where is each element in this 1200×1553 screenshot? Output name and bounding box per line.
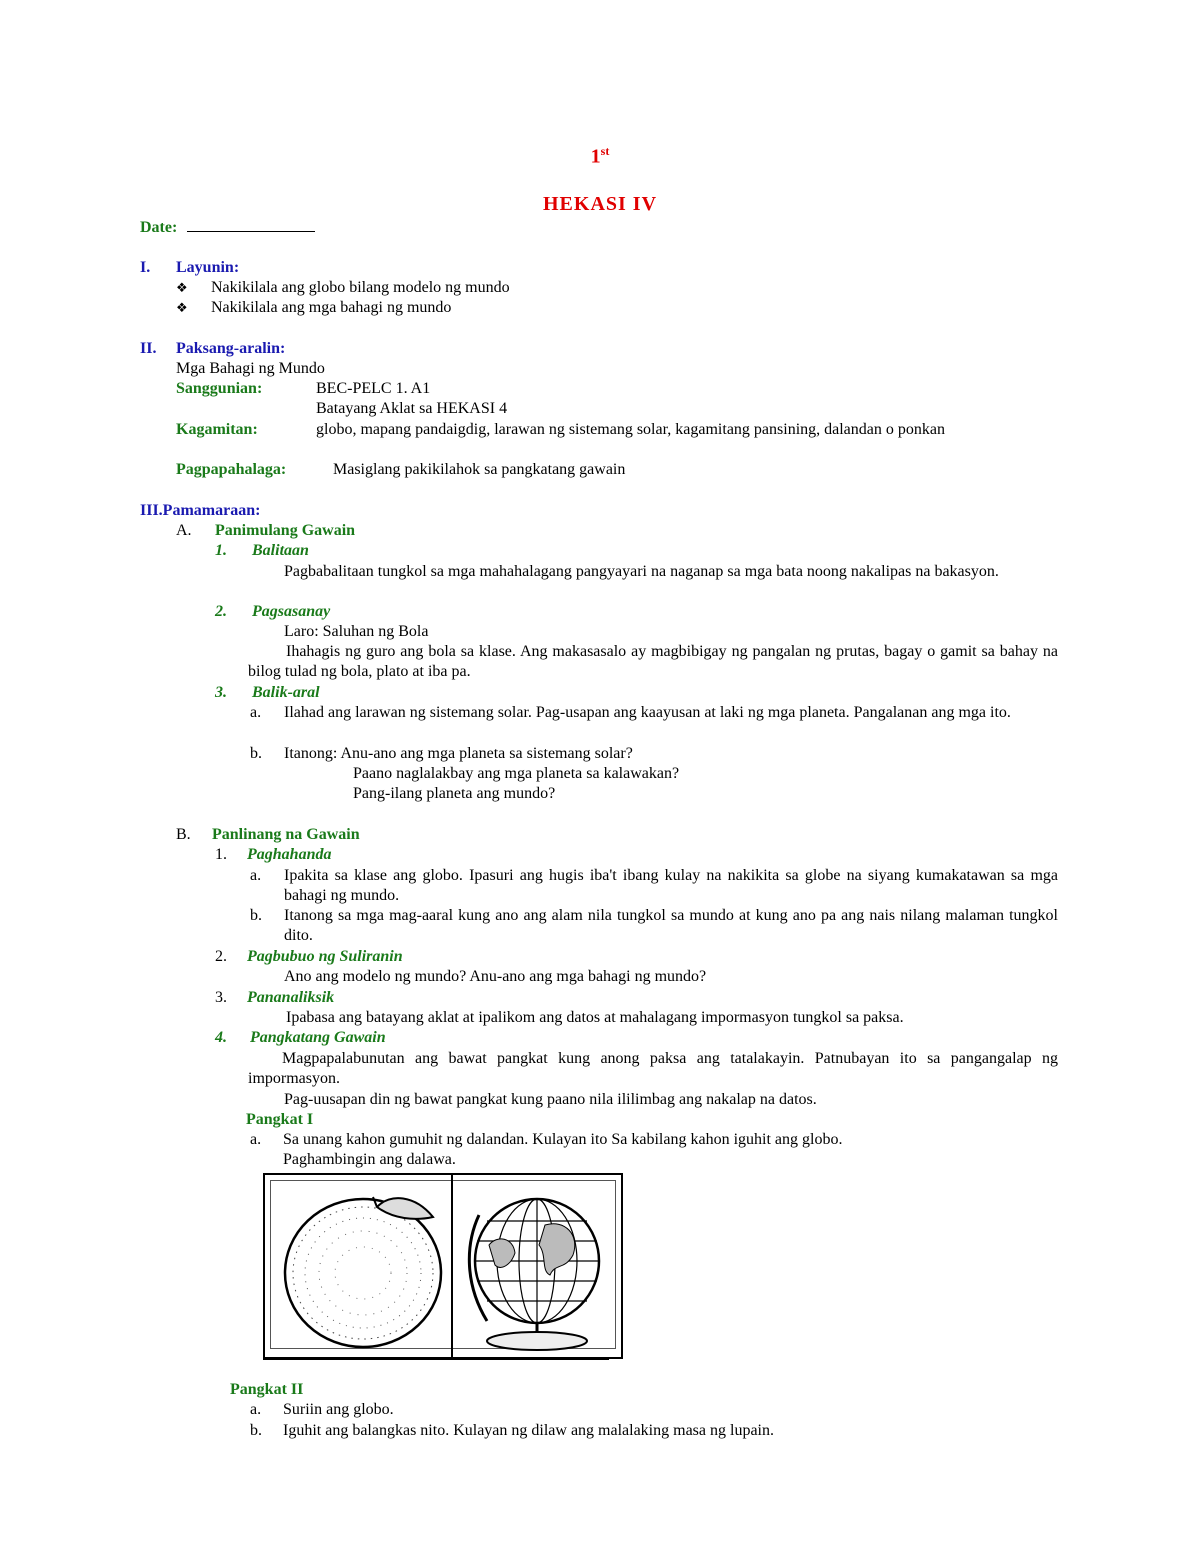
pangkat-1-a: Sa unang kahon gumuhit ng dalandan. Kulayan ito Sa kabilang kahon iguhit ang globo. <box>283 1131 843 1148</box>
diamond-bullet-icon: ❖ <box>176 300 188 315</box>
item-number: 2. <box>215 603 227 620</box>
part-a-title: Panimulang Gawain <box>215 522 356 539</box>
sanggunian-label: Sanggunian: <box>176 380 263 397</box>
balik-aral-question: Pang-ilang planeta ang mundo? <box>353 785 556 802</box>
item-title-pangkatang-gawain: Pangkatang Gawain <box>250 1029 386 1046</box>
pangkat-2-b: Iguhit ang balangkas nito. Kulayan ng dilaw ang malalaking masa ng lupain. <box>283 1422 774 1439</box>
figure-underline <box>263 1357 609 1360</box>
list-letter: b. <box>250 907 262 924</box>
sanggunian-value-2: Batayang Aklat sa HEKASI 4 <box>316 400 508 417</box>
pagpapahalaga-label: Pagpapahalaga: <box>176 461 287 478</box>
item-title-balik-aral: Balik-aral <box>252 684 320 701</box>
ihahagis-text: Ihahagis ng guro ang bola sa klase. Ang makasasalo ay magbibigay ng pangalan ng prutas, bagay o gamit sa bahay na bilog tulad ng bola, plato at iba pa. <box>248 643 1058 680</box>
pangkat-1-a-cont: Paghambingin ang dalawa. <box>283 1151 456 1168</box>
part-b-letter: B. <box>176 826 191 843</box>
orange-icon <box>285 1197 441 1347</box>
balik-aral-a: Ilahad ang larawan ng sistemang solar. Pag-usapan ang kaayusan at laki ng mga planeta. Pangalanan ang mga ito. <box>284 704 1011 721</box>
section2-title: Paksang-aralin: <box>176 340 286 357</box>
item-number: 3. <box>215 989 227 1006</box>
sanggunian-value-1: BEC-PELC 1. A1 <box>316 380 431 397</box>
orange-globe-figure <box>263 1173 623 1359</box>
item-number: 4. <box>215 1029 227 1046</box>
balik-aral-b: Itanong: Anu-ano ang mga planeta sa sistemang solar? <box>284 745 633 762</box>
date-line <box>140 217 315 238</box>
paghahanda-a: Ipakita sa klase ang globo. Ipasuri ang hugis iba't ibang kulay na nakikita sa globe na siyang kumakatawan sa mga bahagi ng mundo. <box>284 867 1058 904</box>
pagbubuo-text: Ano ang modelo ng mundo? Anu-ano ang mga bahagi ng mundo? <box>284 968 707 985</box>
item-number: 1. <box>215 846 227 863</box>
item-number: 1. <box>215 542 227 559</box>
kagamitan-label: Kagamitan: <box>176 421 258 438</box>
figure-drawing <box>265 1175 621 1357</box>
topic-text: Mga Bahagi ng Mundo <box>176 360 325 377</box>
item-title-paghahanda: Paghahanda <box>247 846 332 863</box>
laro-text: Laro: Saluhan ng Bola <box>284 623 429 640</box>
part-a-letter: A. <box>176 522 192 539</box>
list-letter: a. <box>250 867 262 884</box>
item-title-pagsasanay: Pagsasanay <box>252 603 331 620</box>
pagpapahalaga-value: Masiglang pakikilahok sa pangkatang gawain <box>333 461 626 478</box>
balik-aral-question: Paano naglalakbay ang mga planeta sa kalawakan? <box>353 765 680 782</box>
item-number: 3. <box>215 684 227 701</box>
pangkat-1-title: Pangkat I <box>246 1111 314 1128</box>
list-letter: a. <box>250 1401 262 1418</box>
diamond-bullet-icon: ❖ <box>176 280 188 295</box>
balitaan-text: Pagbabalitaan tungkol sa mga mahahalagang pangyayari na naganap sa mga bata noong nakalipas na bakasyon. <box>284 563 999 580</box>
section2-number: II. <box>140 340 157 357</box>
paghahanda-b: Itanong sa mga mag-aaral kung ano ang alam nila tungkol sa mundo at kung ano pa ang nais nilang malaman tungkol dito. <box>284 907 1058 944</box>
globe-icon <box>469 1199 599 1350</box>
pangkat-2-title: Pangkat II <box>230 1381 304 1398</box>
part-b-title: Panlinang na Gawain <box>212 826 360 843</box>
item-title-pagbubuo: Pagbubuo ng Suliranin <box>247 948 403 965</box>
item-title-balitaan: Balitaan <box>252 542 309 559</box>
list-letter: a. <box>250 1131 262 1148</box>
list-letter: a. <box>250 704 262 721</box>
pangkatang-text-1: Magpapalabunutan ang bawat pangkat kung anong paksa ang tatalakayin. Patnubayan ito sa pangangalap ng impormasyon. <box>248 1050 1058 1087</box>
date-label: Date: <box>140 219 178 236</box>
item-number: 2. <box>215 948 227 965</box>
ordinal-title: 1st <box>590 144 610 168</box>
list-letter: b. <box>250 745 262 762</box>
objective-item: ❖ Nakikilala ang mga bahagi ng mundo <box>176 299 452 316</box>
subject-title: HEKASI IV <box>542 193 658 215</box>
kagamitan-value: globo, mapang pandaigdig, larawan ng sistemang solar, kagamitang pansining, dalandan o ponkan <box>316 421 945 438</box>
date-blank <box>187 217 315 232</box>
section1-title: Layunin: <box>176 259 240 276</box>
list-letter: b. <box>250 1422 262 1439</box>
section3-title: III.Pamamaraan: <box>140 502 261 519</box>
pananaliksik-text: Ipabasa ang batayang aklat at ipalikom ang datos at mahalagang impormasyon tungkol sa paksa. <box>286 1009 904 1026</box>
pangkatang-text-2: Pag-uusapan din ng bawat pangkat kung paano nila ililimbag ang nakalap na datos. <box>284 1091 817 1108</box>
item-title-pananaliksik: Pananaliksik <box>247 989 335 1006</box>
section1-number: I. <box>140 259 151 276</box>
objective-item: ❖ Nakikilala ang globo bilang modelo ng mundo <box>176 279 510 296</box>
pangkat-2-a: Suriin ang globo. <box>283 1401 394 1418</box>
